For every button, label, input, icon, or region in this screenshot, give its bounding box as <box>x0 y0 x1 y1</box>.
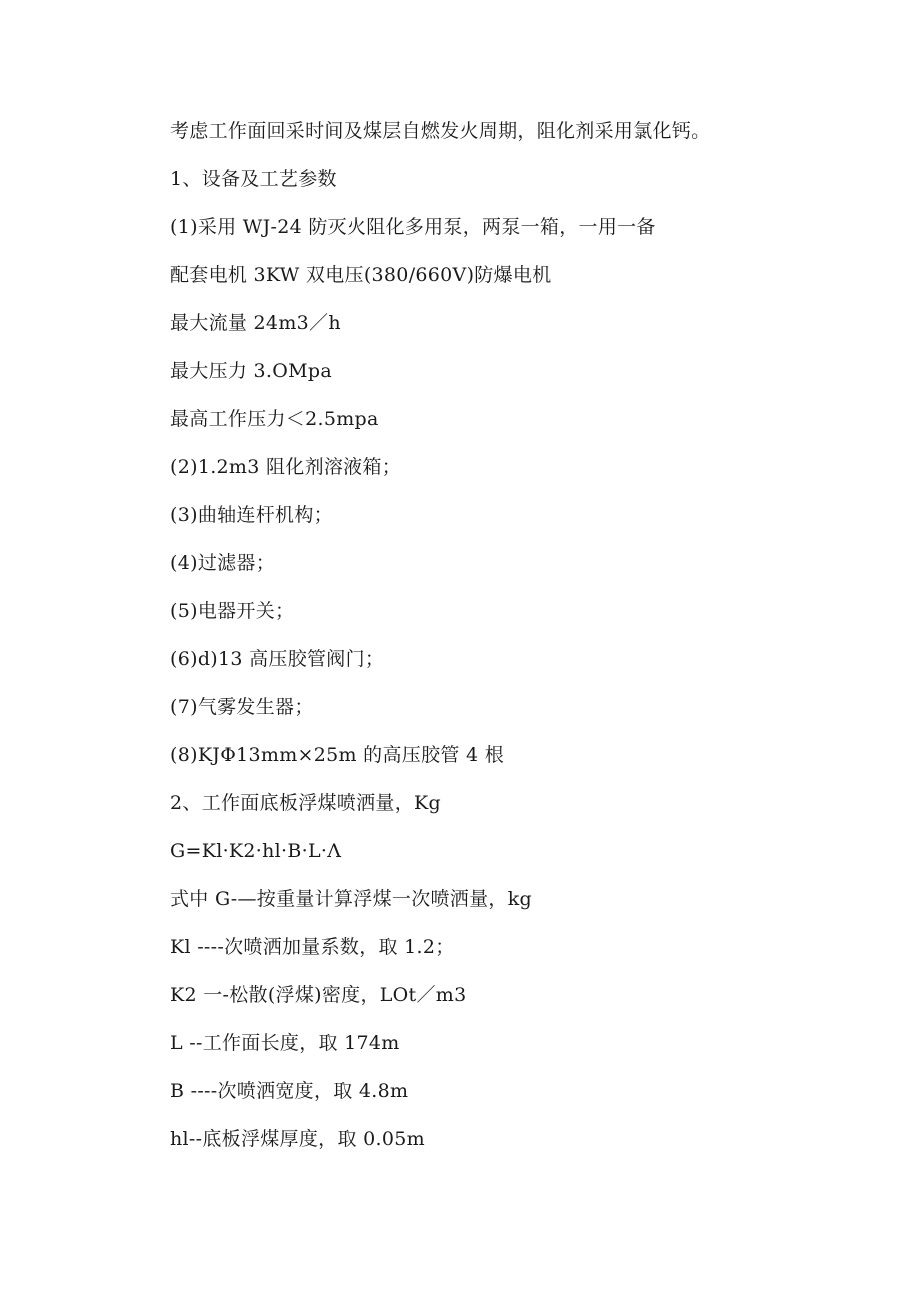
section-heading: 2、工作面底板浮煤喷洒量，Kg <box>170 792 441 814</box>
text-line: B ----次喷洒宽度，取 4.8m <box>170 1080 409 1102</box>
text-line: (1)采用 WJ-24 防灭火阻化多用泵，两泵一箱，一用一备 <box>170 216 656 238</box>
text-line: (3)曲轴连杆机构； <box>170 504 333 526</box>
formula-line: G=Kl·K2·hl·B·L·Λ <box>170 840 342 862</box>
text-line: 最大压力 3.OMpa <box>170 360 332 382</box>
text-line: Kl ----次喷洒加量系数，取 1.2； <box>170 936 455 958</box>
section-heading: 1、设备及工艺参数 <box>170 168 337 190</box>
text-line: 最大流量 24m3／h <box>170 312 341 334</box>
text-line: L --工作面长度，取 174m <box>170 1032 400 1054</box>
text-line: 配套电机 3KW 双电压(380/660V)防爆电机 <box>170 264 552 286</box>
text-line: hl--底板浮煤厚度，取 0.05m <box>170 1128 425 1150</box>
text-line: (5)电器开关； <box>170 600 295 622</box>
text-line: 最高工作压力＜2.5mpa <box>170 408 379 430</box>
text-line: (7)气雾发生器； <box>170 696 314 718</box>
text-line: (2)1.2m3 阻化剂溶液箱； <box>170 456 402 478</box>
text-line: (8)KJΦ13mm×25m 的高压胶管 4 根 <box>170 744 505 766</box>
text-line: K2 一-松散(浮煤)密度，LOt／m3 <box>170 984 467 1006</box>
text-line: (6)d)13 高压胶管阀门； <box>170 648 385 670</box>
text-line: (4)过滤器； <box>170 552 276 574</box>
text-line: 式中 G-—按重量计算浮煤一次喷洒量，kg <box>170 888 532 910</box>
text-line: 考虑工作面回采时间及煤层自燃发火周期，阻化剂采用氯化钙。 <box>170 120 711 142</box>
document-body <box>170 115 870 1171</box>
